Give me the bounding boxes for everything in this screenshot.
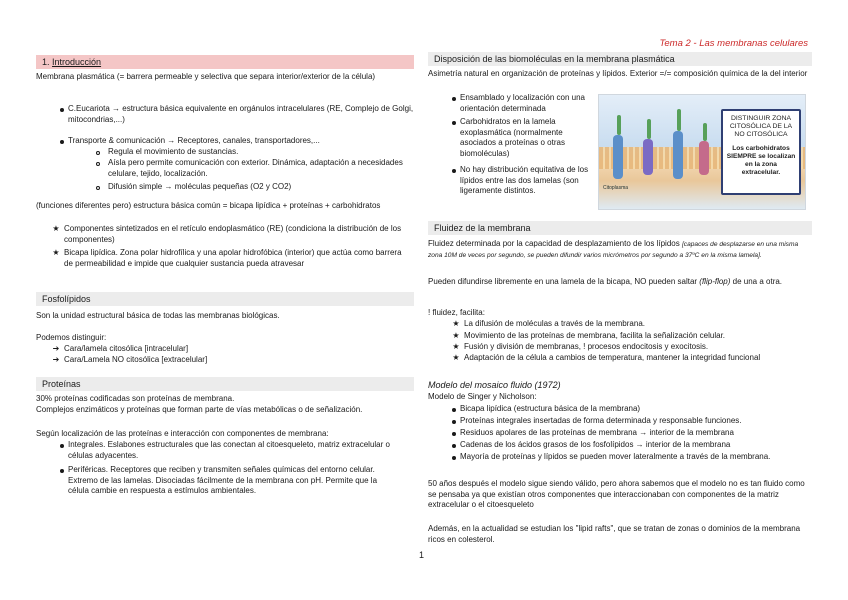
page-number: 1: [419, 550, 425, 560]
list-item: [50, 465, 400, 497]
list-item: [50, 136, 414, 147]
fluidez-text: Fluidez determinada por la capacidad de desplazamiento de los lípidos: [428, 239, 680, 248]
list-item: [46, 248, 406, 269]
list-item-text: Cara/lamela citosólica [intracelular]: [64, 344, 189, 353]
star-icon: ★: [452, 353, 460, 362]
bullet-icon: [60, 469, 64, 473]
list-item-text: La difusión de moléculas a través de la membrana.: [464, 319, 645, 328]
bullet-icon: [60, 140, 64, 144]
bullet-icon: [452, 444, 456, 448]
list-item-text: Mayoría de proteínas y lípidos se pueden mover lateralmente a través de la membrana.: [460, 452, 771, 461]
mosaico-paragraph-1: 50 años después el modelo sigue siendo válido, pero ahora sabemos que el modelo no es tan fluido como se pensaba ya que existían otros componentes que interaccionaban con componentes de la matriz extracelular o el citoesqueleto: [428, 479, 805, 509]
sub-item-text: Regula el movimiento de sustancias.: [108, 147, 239, 156]
circle-bullet-icon: [96, 151, 100, 155]
bullet-icon: [452, 121, 456, 125]
list-item-text: Periféricas. Receptores que reciben y transmiten señales químicas del entorno celular. Extremo de las lamelas. Disociadas fácilmente de la membrana con pH. Permite que la célula cambie en respuesta a estímulos ambientales.: [68, 465, 378, 495]
section-fosfolipidos-heading: [36, 292, 414, 306]
flip-flop-text-c: de una a otra.: [732, 277, 783, 286]
protein-shape: [673, 131, 683, 179]
carbohydrate-shape: [703, 123, 707, 141]
section-disposicion-heading: [428, 52, 812, 66]
figure-label: Citoplasma: [603, 185, 629, 191]
list-item-text: Componentes sintetizados en el retículo endoplasmático (RE) (condiciona la distribución de los componentes): [64, 224, 402, 244]
bullet-icon: [60, 444, 64, 448]
bullet-icon: [452, 432, 456, 436]
podemos-distinguir-text: Podemos distinguir:: [36, 333, 107, 342]
bullet-icon: [452, 420, 456, 424]
list-item: [442, 440, 812, 451]
section-introduccion-heading: [36, 55, 414, 69]
protein-shape: [643, 139, 653, 175]
list-item-text: Integrales. Eslabones estructurales que las conectan al citoesqueleto, matriz extracelular o células adyacentes.: [68, 440, 390, 460]
fluidez-note: [capaces de desplazarse en una misma zona 10M de veces por segundo, se pueden difundir varios micrómetros por segundo a 37ºC en la misma lamela].: [428, 241, 799, 259]
list-item: [50, 440, 400, 461]
sub-item-text: Aísla pero permite comunicación con exterior. Dinámica, adaptación a necesidades celulare, tejido, localización.: [108, 158, 403, 178]
proteinas-text-3: Según localización de las proteínas e interacción con componentes de membrana:: [36, 429, 329, 438]
list-item: [442, 416, 812, 427]
star-icon: ★: [452, 331, 460, 340]
proteinas-text-1: 30% proteínas codificadas son proteínas de membrana.: [36, 394, 235, 403]
list-item-text: Fusión y división de membranas, ! procesos endocitosis y exocitosis.: [464, 342, 709, 351]
list-item: [442, 165, 592, 197]
list-item-text: No hay distribución equitativa de los lípidos entre las dos lamelas (son ligeramente distintos.: [460, 165, 589, 195]
list-item-text: Residuos apolares de las proteínas de membrana → interior de la membrana: [460, 428, 734, 437]
bullet-icon: [452, 97, 456, 101]
bullet-icon: [452, 408, 456, 412]
sub-list-item: [96, 147, 414, 158]
fluidez-facilita-text: ! fluidez, facilita:: [428, 308, 485, 317]
list-item-text: Bicapa lipídica (estructura básica de la membrana): [460, 404, 641, 413]
arrow-right-icon: ➔: [52, 355, 60, 364]
section-proteinas-heading: [36, 377, 414, 391]
sub-item-text: Difusión simple → moléculas pequeñas (O2 y CO2): [108, 182, 292, 191]
list-item: [446, 331, 812, 342]
circle-bullet-icon: [96, 162, 100, 166]
proteinas-text-2: Complejos enzimáticos y proteínas que forman parte de vías metabólicas o de señalización.: [36, 405, 363, 414]
list-item: [442, 117, 592, 159]
section-title: Fluidez de la membrana: [434, 223, 531, 233]
membrane-diagram-image: [598, 94, 806, 210]
list-item: [446, 353, 812, 364]
list-item: [442, 404, 812, 415]
list-item-text: Movimiento de las proteínas de membrana, facilita la señalización celular.: [464, 331, 726, 340]
bullet-icon: [452, 169, 456, 173]
page-header: Tema 2 - Las membranas celulares: [659, 38, 808, 49]
list-item: [46, 344, 406, 355]
funciones-text: (funciones diferentes pero) estructura básica común = bicapa lipídica + proteínas + carbohidratos: [36, 201, 381, 210]
flip-flop-term: (flip-flop): [699, 277, 731, 286]
carbohydrate-shape: [647, 119, 651, 139]
section-title: Introducción: [52, 57, 102, 67]
section-title: Fosfolípidos: [42, 294, 91, 304]
carbohydrate-shape: [617, 115, 621, 135]
callout-text: Los carbohidratos SIEMPRE se localizan en la zona extracelular.: [726, 144, 796, 177]
callout-box: [721, 109, 801, 195]
star-icon: ★: [52, 248, 60, 257]
star-icon: ★: [52, 224, 60, 233]
bullet-icon: [452, 456, 456, 460]
mosaico-heading: Modelo del mosaico fluido (1972): [428, 380, 561, 390]
protein-shape: [613, 135, 623, 179]
list-item-text: Ensamblado y localización con una orientación determinada: [460, 93, 585, 113]
callout-heading: DISTINGUIR ZONA CITOSÓLICA DE LA NO CITOSÓLICA: [729, 115, 793, 139]
list-item: [442, 93, 592, 114]
list-item-text: Proteínas integrales insertadas de forma determinada y responsable funciones.: [460, 416, 742, 425]
carbohydrate-shape: [677, 109, 681, 131]
sub-list-item: [96, 158, 414, 179]
list-item-text: Bicapa lipídica. Zona polar hidrofílica y una apolar hidrofóbica (interior) que actúa como barrera de permeabilidad e impide que cualquier sustancia pueda atravesar: [64, 248, 402, 268]
bullet-icon: [60, 108, 64, 112]
mosaico-paragraph-2: Además, en la actualidad se estudian los "lipid rafts", que se tratan de zonas o dominios de la membrana ricos en colesterol.: [428, 524, 801, 544]
list-item: [446, 319, 812, 330]
protein-shape: [699, 141, 709, 175]
list-item: [46, 224, 406, 245]
flip-flop-text: [428, 277, 812, 288]
list-item-text: Cara/Lamela NO citosólica [extracelular]: [64, 355, 208, 364]
section-number: 1.: [42, 57, 50, 67]
flip-flop-text-a: Pueden difundirse libremente en una lamela de la bicapa, NO pueden saltar: [428, 277, 698, 286]
fosfolipidos-text: Son la unidad estructural básica de todas las membranas biológicas.: [36, 311, 280, 320]
fluidez-definition: [428, 239, 812, 260]
list-item-text: C.Eucariota → estructura básica equivalente en orgánulos intracelulares (RE, Complejo de Golgi, mitocondrias,...): [68, 104, 414, 124]
sub-list-item: [96, 182, 414, 193]
membrana-definition: Membrana plasmática (= barrera permeable y selectiva que separa interior/exterior de la célula): [36, 72, 376, 81]
list-item: [442, 452, 812, 463]
list-item-text: Transporte & comunicación → Receptores, canales, transportadores,...: [68, 136, 320, 145]
circle-bullet-icon: [96, 186, 100, 190]
list-item: [446, 342, 812, 353]
list-item: [46, 355, 406, 366]
list-item-text: Adaptación de la célula a cambios de temperatura, mantener la integridad funcional: [464, 353, 761, 362]
list-item-text: Cadenas de los ácidos grasos de los fosfolípidos → interior de la membrana: [460, 440, 731, 449]
section-title: Disposición de las biomoléculas en la membrana plasmática: [434, 54, 675, 64]
star-icon: ★: [452, 319, 460, 328]
mosaico-intro: Modelo de Singer y Nicholson:: [428, 392, 537, 401]
list-item-text: Carbohidratos en la lamela exoplasmática (normalmente asociados a proteínas o otras biomoléculas): [460, 117, 565, 158]
list-item: [50, 104, 414, 125]
section-fluidez-heading: [428, 221, 812, 235]
asimetria-text: Asimetría natural en organización de proteínas y lípidos. Exterior =/= composición química de la del interior: [428, 69, 808, 78]
star-icon: ★: [452, 342, 460, 351]
arrow-right-icon: ➔: [52, 344, 60, 353]
list-item: [442, 428, 812, 439]
section-title: Proteínas: [42, 379, 81, 389]
